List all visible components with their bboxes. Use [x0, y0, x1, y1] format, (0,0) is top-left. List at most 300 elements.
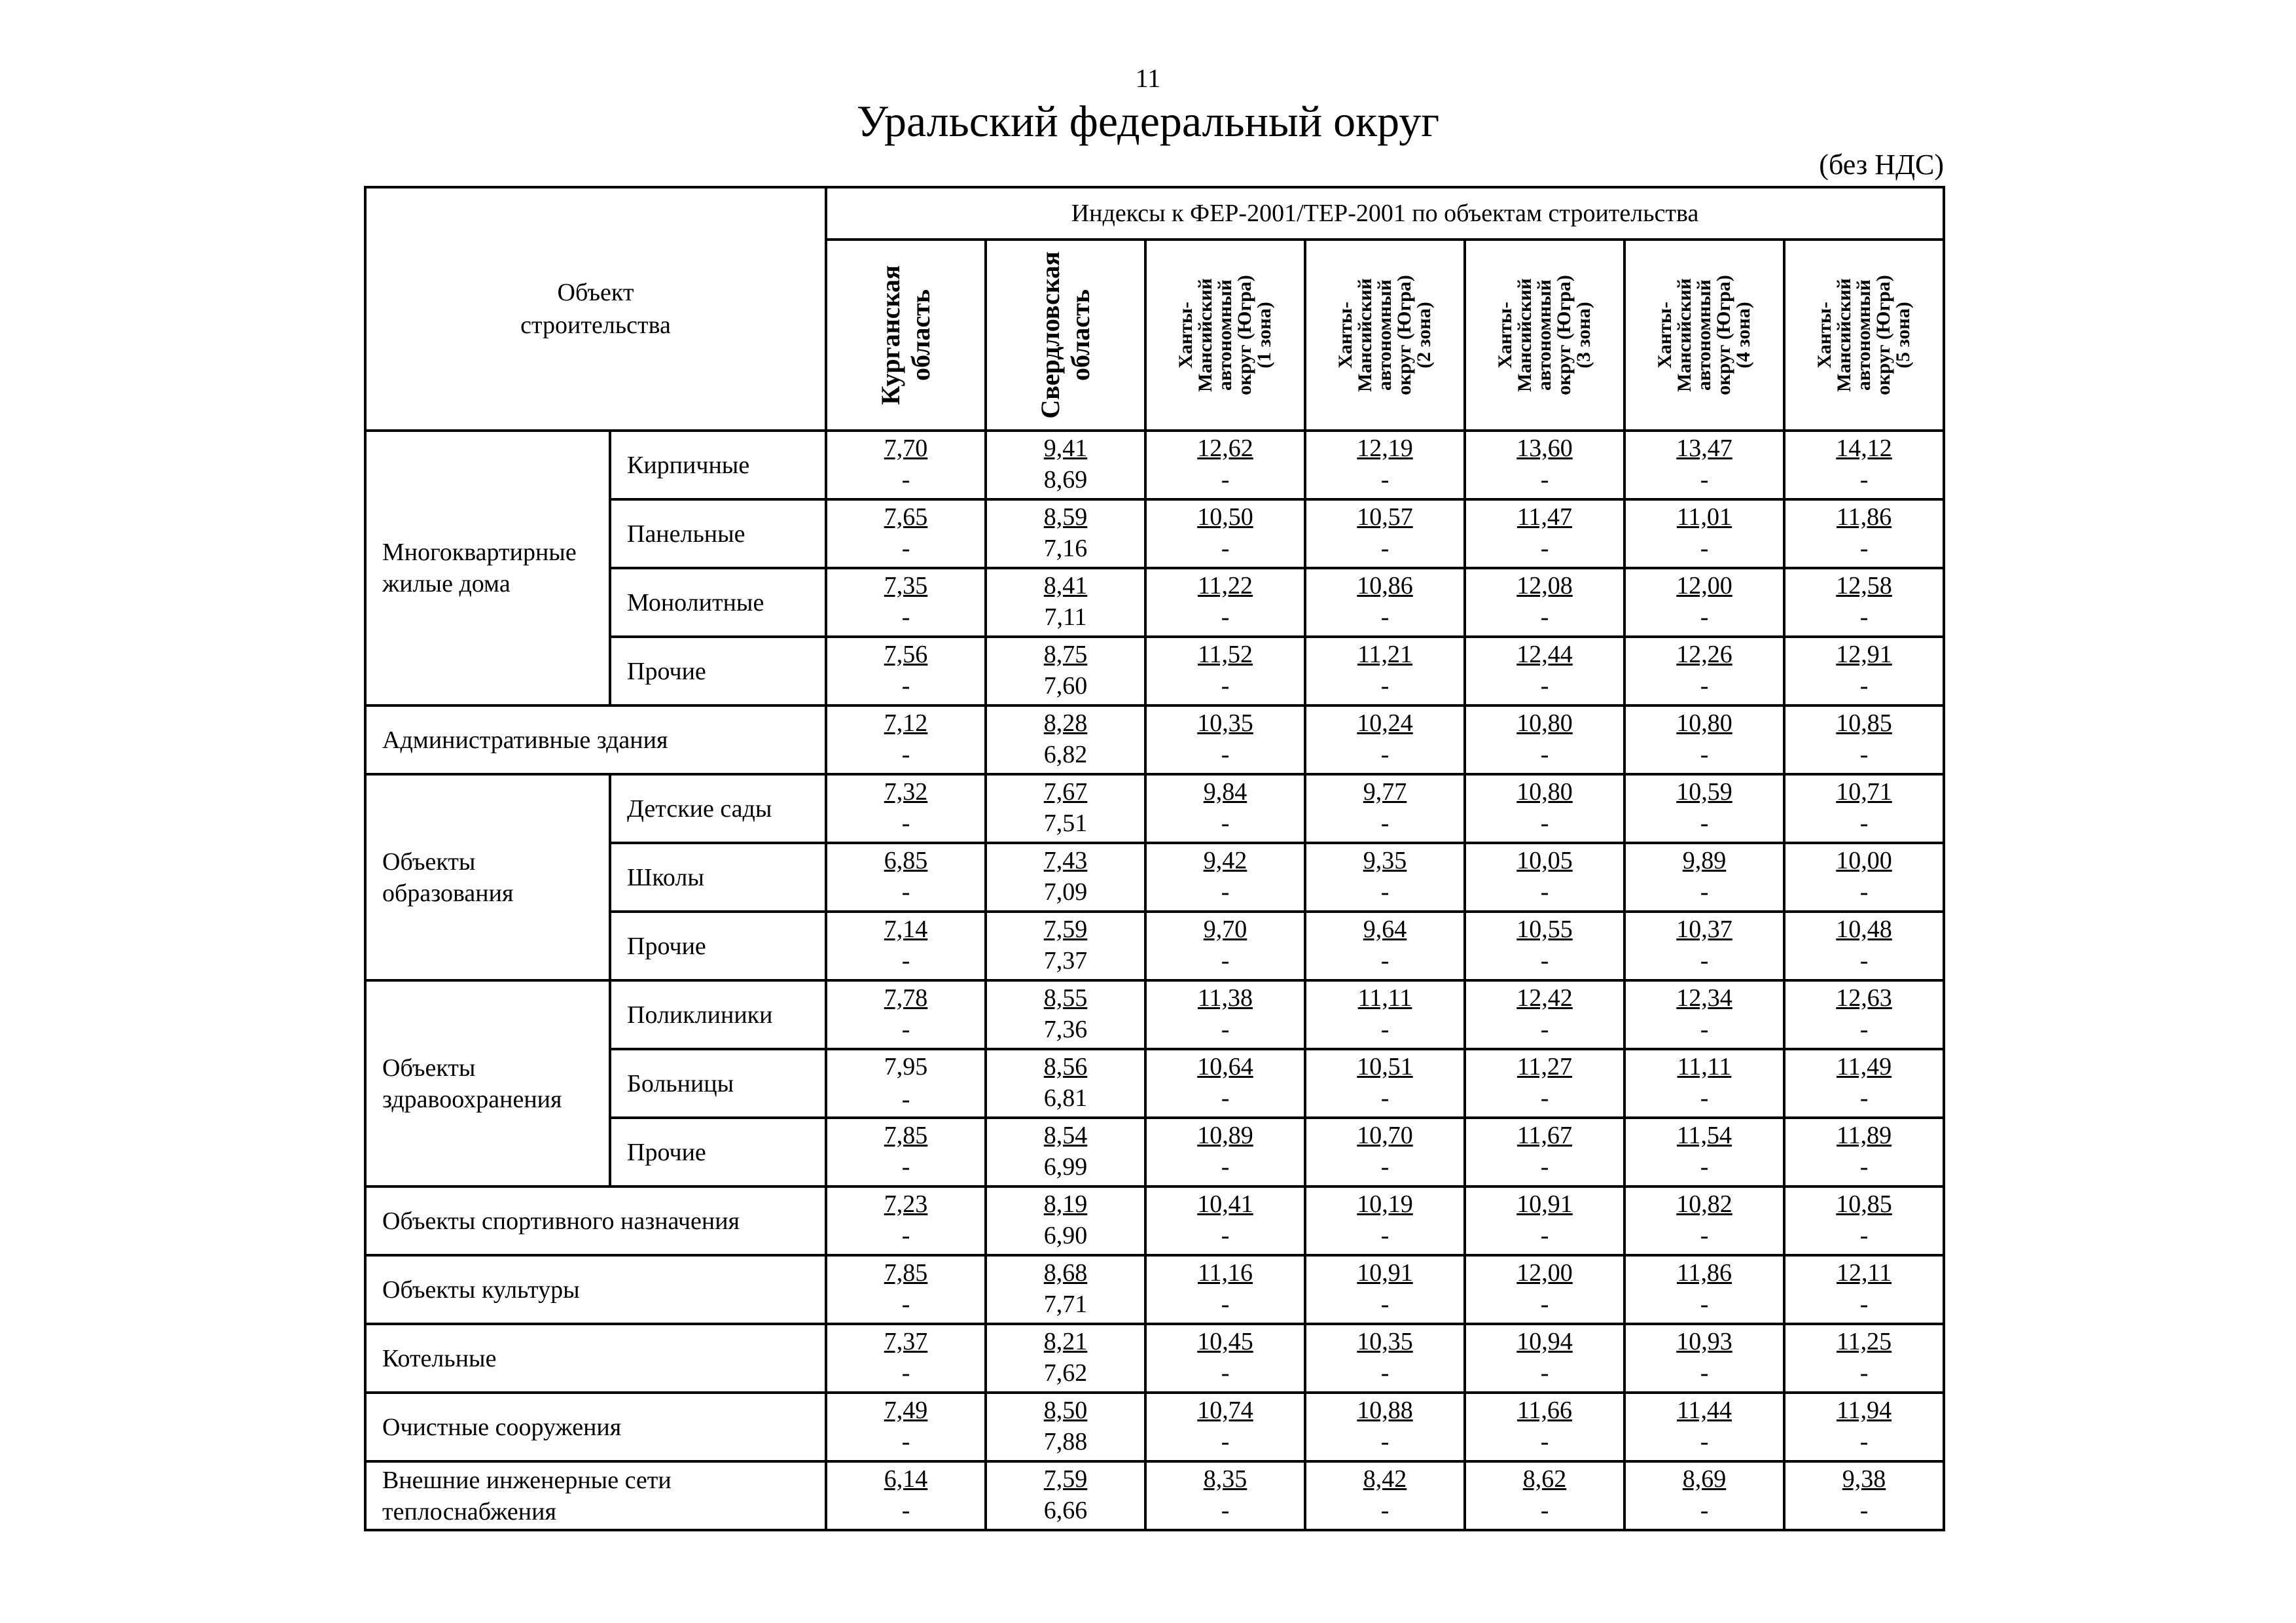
index-value-cell [1624, 843, 1784, 912]
index-value-cell [1305, 1049, 1465, 1118]
index-value: 7,59 [1043, 1465, 1088, 1493]
index-value-lower: - [901, 810, 910, 837]
index-value-cell [1305, 1186, 1465, 1255]
index-value-cell [1624, 1393, 1784, 1461]
index-value-lower: - [1859, 535, 1869, 562]
index-value-cell [1305, 705, 1465, 774]
table-row [365, 1393, 1944, 1461]
index-value-cell [1145, 1461, 1305, 1530]
index-value: 9,70 [1203, 916, 1247, 943]
index-value-lower: - [1859, 1291, 1869, 1318]
index-value-cell [1624, 980, 1784, 1049]
index-value: 6,85 [884, 847, 928, 874]
index-value-cell [1465, 843, 1624, 912]
index-value-lower: - [1700, 947, 1709, 974]
index-value: 9,38 [1842, 1465, 1886, 1493]
index-value: 7,32 [884, 778, 928, 806]
index-value-lower: - [901, 1359, 910, 1387]
column-header-text [1815, 275, 1913, 395]
table-row [365, 774, 1944, 843]
index-value-lower: - [1221, 1016, 1230, 1043]
column-header-line: автономный [1534, 279, 1556, 391]
index-value-cell [1145, 1186, 1305, 1255]
index-value-cell [1624, 705, 1784, 774]
category-label: Административные здания [382, 726, 668, 754]
index-value-cell [826, 637, 986, 705]
index-value: 7,78 [884, 984, 928, 1012]
index-value-lower: 6,82 [1043, 741, 1088, 768]
index-value: 10,74 [1197, 1397, 1253, 1424]
index-value-lower: - [1859, 1497, 1869, 1524]
category-cell [365, 774, 610, 980]
table-row [365, 1255, 1944, 1324]
index-value-cell [1145, 912, 1305, 980]
index-value-cell [1305, 912, 1465, 980]
column-header-line: область [906, 289, 936, 381]
category-cell [365, 1461, 826, 1530]
index-value-lower: - [1380, 672, 1390, 700]
subcategory-cell: Школы [610, 843, 826, 912]
index-value: 12,44 [1516, 641, 1573, 668]
index-value: 6,14 [884, 1465, 928, 1493]
column-header-line: округ (Югра) [1393, 275, 1416, 395]
index-value: 11,86 [1836, 503, 1892, 531]
index-value-cell [1784, 980, 1944, 1049]
index-value: 8,54 [1043, 1122, 1088, 1149]
index-value-lower: - [1380, 466, 1390, 493]
index-value-lower: - [901, 466, 910, 493]
index-value: 11,94 [1836, 1397, 1892, 1424]
index-value-lower: - [901, 741, 910, 768]
column-header-line: округ (Югра) [1713, 275, 1735, 395]
table-row [365, 1324, 1944, 1393]
index-value-lower: - [1700, 1359, 1709, 1387]
index-value-lower: 6,99 [1043, 1153, 1088, 1181]
index-value: 10,89 [1197, 1122, 1253, 1149]
index-value-cell [1624, 774, 1784, 843]
index-value-cell [1305, 1255, 1465, 1324]
index-value: 7,95 [884, 1053, 928, 1080]
index-value: 8,56 [1043, 1053, 1088, 1080]
index-value-lower: - [1380, 1497, 1390, 1524]
index-value-cell [1784, 1118, 1944, 1186]
index-value: 7,12 [884, 709, 928, 737]
index-value-lower: - [1859, 810, 1869, 837]
column-header [826, 240, 986, 431]
index-value-lower: - [901, 878, 910, 906]
column-header-text [1035, 251, 1096, 419]
index-value-cell [1465, 1118, 1624, 1186]
category-label: Объекты [382, 847, 476, 876]
column-header-text [1336, 275, 1434, 395]
column-header-line: (2 зона) [1413, 302, 1435, 368]
index-value: 11,89 [1836, 1122, 1892, 1149]
index-value: 10,86 [1357, 572, 1413, 599]
index-value-lower: - [1380, 947, 1390, 974]
page-number: 11 [1135, 63, 1161, 93]
subcategory-cell: Поликлиники [610, 980, 826, 1049]
index-value: 14,12 [1836, 435, 1892, 462]
index-value-cell [1465, 1049, 1624, 1118]
column-header [986, 240, 1145, 431]
index-value-lower: - [1221, 878, 1230, 906]
index-value-lower: - [1700, 810, 1709, 837]
index-value-lower: 6,81 [1043, 1084, 1088, 1112]
page-title: Уральский федеральный округ [856, 96, 1440, 146]
index-value-lower: - [1540, 1359, 1549, 1387]
index-value-cell [1624, 1461, 1784, 1530]
index-value-cell [1305, 1461, 1465, 1530]
index-value-lower: - [1700, 1153, 1709, 1181]
index-value-lower: - [1221, 1153, 1230, 1181]
index-value-cell [1624, 568, 1784, 637]
index-value-lower: - [1380, 1153, 1390, 1181]
index-value-cell [1305, 431, 1465, 499]
category-label: жилые дома [382, 570, 511, 597]
index-value-cell [1465, 568, 1624, 637]
index-value-cell [826, 912, 986, 980]
index-value-cell [1784, 1461, 1944, 1530]
index-value-cell [1465, 1324, 1624, 1393]
index-value: 10,45 [1197, 1328, 1253, 1355]
index-value: 7,49 [884, 1397, 928, 1424]
index-table [364, 186, 1945, 1531]
index-value-cell [1784, 637, 1944, 705]
index-value-cell [826, 499, 986, 568]
index-value: 12,42 [1516, 984, 1573, 1012]
index-value-cell [986, 1393, 1145, 1461]
table-row [365, 1186, 1944, 1255]
index-value-cell [826, 1118, 986, 1186]
index-value: 12,00 [1676, 572, 1732, 599]
index-value-lower: - [1221, 1084, 1230, 1112]
category-label: Объекты [382, 1054, 476, 1082]
index-value-lower: - [1221, 947, 1230, 974]
column-header-line: Ханты- [1654, 301, 1676, 369]
index-value-cell [1784, 1255, 1944, 1324]
index-value-cell [1624, 431, 1784, 499]
index-value-cell [986, 1186, 1145, 1255]
column-header-line: Ханты- [1814, 301, 1836, 369]
index-value: 9,42 [1203, 847, 1247, 874]
index-value: 10,35 [1357, 1328, 1413, 1355]
index-value-lower: 8,69 [1043, 466, 1088, 493]
category-label: Многоквартирные [382, 539, 577, 566]
category-cell [365, 980, 610, 1186]
index-value-cell [1145, 705, 1305, 774]
index-value-lower: - [1859, 1359, 1869, 1387]
index-value-lower: - [1700, 1428, 1709, 1455]
index-value-cell [986, 912, 1145, 980]
index-value-lower: 6,66 [1043, 1497, 1088, 1524]
index-value-lower: - [1380, 741, 1390, 768]
index-value-lower: - [901, 1086, 910, 1113]
index-value: 7,35 [884, 572, 928, 599]
index-value-cell [986, 705, 1145, 774]
index-value-lower: - [1221, 466, 1230, 493]
category-label: Внешние инженерные сети [382, 1466, 672, 1494]
index-value-cell [1624, 1324, 1784, 1393]
index-value-cell [986, 431, 1145, 499]
index-value-cell [986, 637, 1145, 705]
index-value-lower: - [1859, 741, 1869, 768]
index-value: 8,55 [1043, 984, 1088, 1012]
index-value-lower: - [901, 1428, 910, 1455]
index-value: 9,35 [1363, 847, 1407, 874]
index-value-cell [1465, 912, 1624, 980]
column-header-line: автономный [1374, 279, 1396, 391]
index-value-lower: - [1700, 672, 1709, 700]
index-value: 12,08 [1516, 572, 1573, 599]
index-value-cell [1465, 1393, 1624, 1461]
category-label: Котельные [382, 1344, 497, 1372]
index-value-lower: 7,09 [1043, 878, 1088, 906]
index-value: 10,37 [1676, 916, 1732, 943]
index-value-cell [1624, 637, 1784, 705]
index-value-cell [1145, 843, 1305, 912]
index-value: 7,70 [884, 435, 928, 462]
index-value-cell [986, 568, 1145, 637]
column-header-line: Ханты- [1175, 301, 1197, 369]
index-value-lower: 7,71 [1043, 1291, 1088, 1318]
index-value-lower: - [901, 1153, 910, 1181]
index-value: 11,21 [1357, 641, 1413, 668]
index-value-cell [1784, 499, 1944, 568]
index-value-lower: 7,51 [1043, 810, 1088, 837]
index-value-lower: - [901, 1497, 910, 1524]
column-header-line: Мансийский [1194, 278, 1217, 392]
index-value-lower: 7,36 [1043, 1016, 1088, 1043]
index-value-lower: - [1540, 535, 1549, 562]
index-value: 10,57 [1357, 503, 1413, 531]
index-value: 8,62 [1522, 1465, 1567, 1493]
index-value: 12,63 [1836, 984, 1892, 1012]
index-value-cell [1784, 1324, 1944, 1393]
column-header-line: Мансийский [1354, 278, 1376, 392]
index-value: 7,85 [884, 1122, 928, 1149]
index-value: 11,47 [1516, 503, 1573, 531]
index-value-cell [1784, 431, 1944, 499]
index-value-lower: - [1380, 1428, 1390, 1455]
index-value: 12,00 [1516, 1259, 1573, 1287]
index-value-lower: - [1380, 810, 1390, 837]
category-label: Объекты культуры [382, 1275, 580, 1304]
index-value: 8,41 [1043, 572, 1088, 599]
index-value-cell [1465, 705, 1624, 774]
group-header: Индексы к ФЕР-2001/ТЕР-2001 по объектам строительства [826, 187, 1944, 240]
index-value-cell [1305, 1118, 1465, 1186]
index-value-cell [1784, 1393, 1944, 1461]
index-value: 10,19 [1357, 1190, 1413, 1218]
index-value-lower: - [1221, 1359, 1230, 1387]
index-value: 11,22 [1197, 572, 1253, 599]
index-value-cell [826, 568, 986, 637]
index-value: 8,69 [1682, 1465, 1727, 1493]
index-value-cell [1624, 1186, 1784, 1255]
index-value-cell [826, 1255, 986, 1324]
index-value: 10,00 [1836, 847, 1892, 874]
index-value: 7,85 [884, 1259, 928, 1287]
index-value: 10,80 [1516, 778, 1573, 806]
index-value-cell [986, 774, 1145, 843]
index-value-cell [1465, 774, 1624, 843]
subcategory-cell: Монолитные [610, 568, 826, 637]
column-header-line: (1 зона) [1253, 302, 1276, 368]
index-value-cell [986, 1255, 1145, 1324]
index-value-lower: - [1380, 878, 1390, 906]
column-header [1145, 240, 1305, 431]
index-value-cell [826, 431, 986, 499]
column-header-line: автономный [1693, 279, 1715, 391]
index-value-lower: - [1859, 603, 1869, 631]
column-header-line: (5 зона) [1892, 302, 1914, 368]
index-value-lower: - [1221, 603, 1230, 631]
index-value-lower: - [1540, 947, 1549, 974]
index-value-cell [1784, 912, 1944, 980]
index-value: 7,14 [884, 916, 928, 943]
index-value-lower: - [1700, 1291, 1709, 1318]
index-value-lower: - [1540, 1153, 1549, 1181]
index-value-lower: - [1221, 1428, 1230, 1455]
index-value-cell [1145, 499, 1305, 568]
index-value-lower: - [1380, 1084, 1390, 1112]
index-value: 12,11 [1836, 1259, 1892, 1287]
index-value-cell [1305, 980, 1465, 1049]
index-value-lower: - [1859, 1428, 1869, 1455]
index-value-cell [986, 843, 1145, 912]
index-value: 7,23 [884, 1190, 928, 1218]
index-value-cell [1624, 1255, 1784, 1324]
category-cell [365, 431, 610, 705]
subcategory-cell: Кирпичные [610, 431, 826, 499]
index-value-cell [1145, 431, 1305, 499]
index-value: 8,68 [1043, 1259, 1088, 1287]
column-header-line: Курганская [876, 265, 906, 405]
index-value: 11,27 [1516, 1053, 1573, 1080]
index-value: 10,70 [1357, 1122, 1413, 1149]
index-value-cell [826, 843, 986, 912]
table-body [365, 431, 1944, 1530]
index-value: 11,66 [1516, 1397, 1573, 1424]
column-header-line: Мансийский [1833, 278, 1856, 392]
index-value-lower: - [901, 947, 910, 974]
index-value: 10,05 [1516, 847, 1573, 874]
index-value: 11,16 [1197, 1259, 1253, 1287]
index-value-cell [1465, 637, 1624, 705]
index-value-cell [1784, 568, 1944, 637]
index-value-lower: - [1221, 1291, 1230, 1318]
category-label: образования [382, 879, 514, 907]
table-row [365, 1461, 1944, 1530]
column-header-line: Ханты- [1494, 301, 1516, 369]
index-value: 11,01 [1676, 503, 1732, 531]
index-value-cell [1465, 1186, 1624, 1255]
index-value: 10,91 [1516, 1190, 1573, 1218]
index-value-lower: - [1700, 1084, 1709, 1112]
column-header-text [876, 265, 936, 404]
index-value-cell [1305, 568, 1465, 637]
column-header [1305, 240, 1465, 431]
subcategory-cell: Прочие [610, 1118, 826, 1186]
index-value-lower: - [1859, 672, 1869, 700]
index-value-lower: - [1859, 878, 1869, 906]
subcategory-cell: Прочие [610, 912, 826, 980]
index-value: 8,50 [1043, 1397, 1088, 1424]
column-header-line: автономный [1853, 279, 1875, 391]
index-value: 12,19 [1357, 435, 1413, 462]
index-value-cell [1624, 1049, 1784, 1118]
index-value-cell [1465, 980, 1624, 1049]
index-value-cell [986, 980, 1145, 1049]
index-value-lower: - [1859, 1084, 1869, 1112]
index-value-cell [1145, 1255, 1305, 1324]
index-value: 10,59 [1676, 778, 1732, 806]
index-value-lower: - [1540, 1428, 1549, 1455]
index-value: 7,56 [884, 641, 928, 668]
column-header [1465, 240, 1624, 431]
column-header-line: (4 зона) [1732, 302, 1755, 368]
index-value-lower: - [1700, 878, 1709, 906]
index-value-cell [826, 1049, 986, 1118]
column-header-line: Ханты- [1335, 301, 1357, 369]
category-label: Очистные сооружения [382, 1413, 622, 1441]
index-value: 8,59 [1043, 503, 1088, 531]
subcategory-cell: Прочие [610, 637, 826, 705]
column-header-text [1655, 275, 1753, 395]
index-value: 10,82 [1676, 1190, 1732, 1218]
index-value: 8,42 [1363, 1465, 1407, 1493]
index-value: 11,11 [1677, 1053, 1732, 1080]
index-value-lower: 6,90 [1043, 1222, 1088, 1249]
index-value-cell [1145, 1118, 1305, 1186]
index-value-cell [1145, 637, 1305, 705]
index-value-cell [1465, 431, 1624, 499]
index-value-cell [1145, 1324, 1305, 1393]
index-value-cell [1465, 1461, 1624, 1530]
index-value-cell [986, 1461, 1145, 1530]
index-value-lower: - [1700, 603, 1709, 631]
index-value-lower: - [1221, 672, 1230, 700]
index-value-lower: - [1221, 741, 1230, 768]
column-header-text [1496, 275, 1594, 395]
index-value-lower: - [1859, 1153, 1869, 1181]
index-value-lower: - [1700, 1016, 1709, 1043]
index-value-lower: - [1221, 535, 1230, 562]
index-value-lower: - [1859, 1016, 1869, 1043]
index-value-lower: - [1700, 466, 1709, 493]
index-value-lower: - [1540, 741, 1549, 768]
index-value: 13,60 [1516, 435, 1573, 462]
index-value: 11,52 [1197, 641, 1253, 668]
table-row [365, 431, 1944, 499]
column-header-line: округ (Югра) [1873, 275, 1895, 395]
index-value-lower: - [1700, 535, 1709, 562]
subcategory-cell: Детские сады [610, 774, 826, 843]
index-value-cell [1465, 1255, 1624, 1324]
index-value-lower: - [1859, 947, 1869, 974]
index-value: 7,43 [1043, 847, 1088, 874]
column-header [1624, 240, 1784, 431]
index-value-lower: - [1540, 1016, 1549, 1043]
column-header-line: округ (Югра) [1234, 275, 1256, 395]
index-value: 11,38 [1197, 984, 1253, 1012]
index-value-lower: - [1859, 466, 1869, 493]
index-value-lower: 7,11 [1044, 603, 1087, 631]
index-value-cell [826, 774, 986, 843]
index-value: 7,59 [1043, 916, 1088, 943]
index-value-lower: 7,88 [1043, 1428, 1088, 1455]
index-value: 7,67 [1043, 778, 1088, 806]
